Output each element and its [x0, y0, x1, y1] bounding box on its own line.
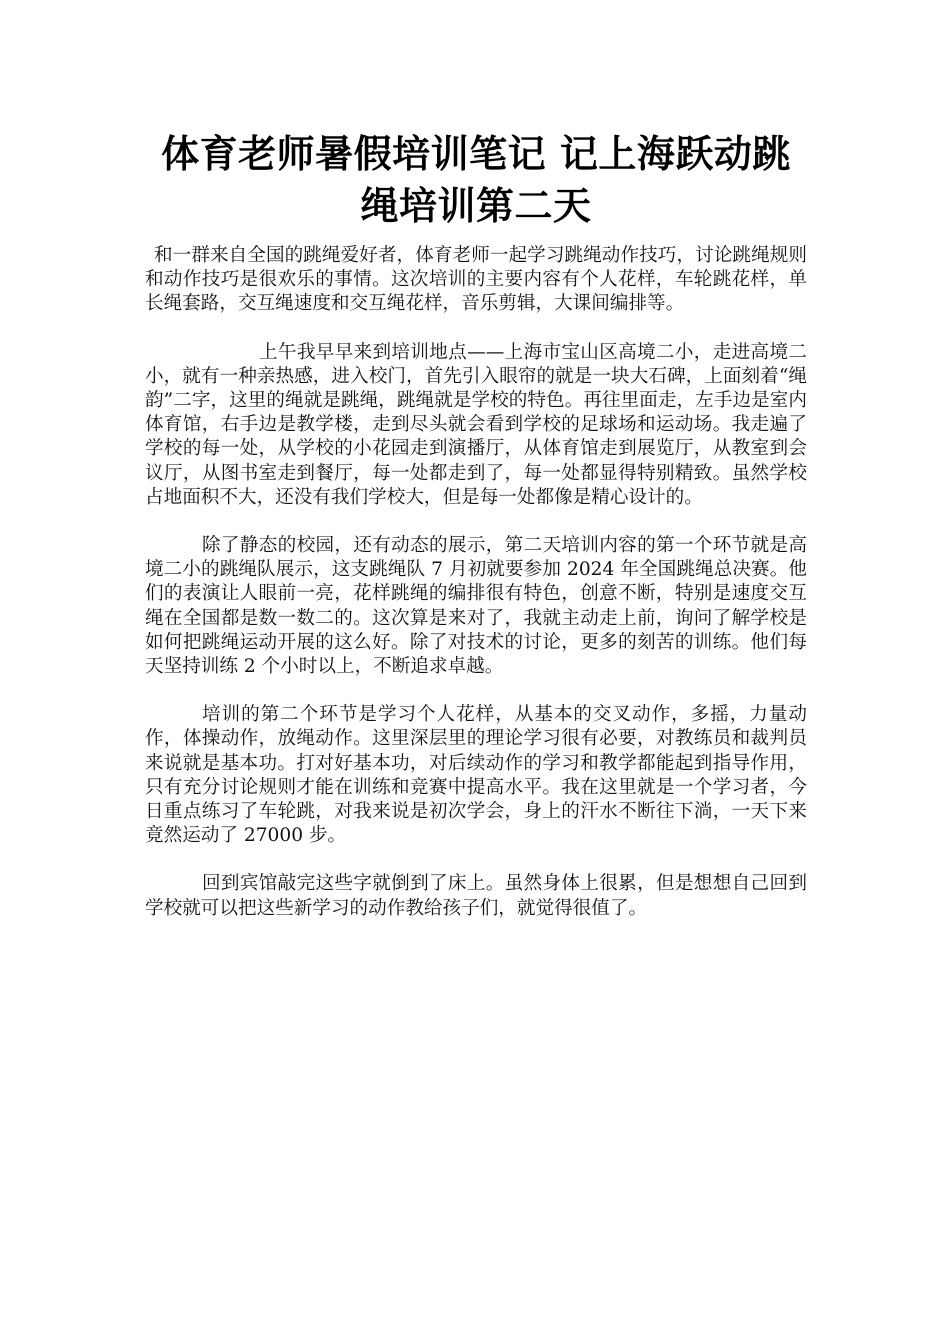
- paragraph-team-demo: 除了静态的校园，还有动态的展示，第二天培训内容的第一个环节就是高境二小的跳绳队展示，这支跳绳队 7 月初就要参加 2024 年全国跳绳总决赛。他们的表演让人眼前一亮，花样跳绳的编排很有特色，创意不断，特别是速度交互绳在全国都是数一数二的。这次算是来对了，我就主动走上前，询问了解学校是如何把跳绳运动开展的这么好。除了对技术的讨论，更多的刻苦的训练。他们每天坚持训练 2 个小时以上，不断追求卓越。: [145, 535, 807, 678]
- document-body: [145, 244, 807, 921]
- document-page: [145, 128, 807, 945]
- paragraph-conclusion: 回到宾馆敲完这些字就倒到了床上。虽然身体上很累，但是想想自己回到学校就可以把这些新学习的动作教给孩子们，就觉得很值了。: [145, 873, 807, 919]
- paragraph-individual-skills: 培训的第二个环节是学习个人花样，从基本的交叉动作，多摇，力量动作，体操动作，放绳动作。这里深层里的理论学习很有必要，对教练员和裁判员来说就是基本功。打对好基本功，对后续动作的学习和教学都能起到指导作用，只有充分讨论规则才能在训练和竞赛中提高水平。我在这里就是一个学习者，今日重点练习了车轮跳，对我来说是初次学会，身上的汗水不断往下淌，一天下来竟然运动了 27000 步。: [145, 704, 807, 847]
- paragraph-intro: 和一群来自全国的跳绳爱好者，体育老师一起学习跳绳动作技巧，讨论跳绳规则和动作技巧是很欢乐的事情。这次培训的主要内容有个人花样，车轮跳花样，单长绳套路，交互绳速度和交互绳花样，音乐剪辑，大课间编排等。: [145, 245, 807, 315]
- paragraph-morning-visit: 上午我早早来到培训地点——上海市宝山区高境二小，走进高境二小，就有一种亲热感，进入校门，首先引入眼帘的就是一块大石碑，上面刻着“绳韵”二字，这里的绳就是跳绳，跳绳就是学校的特色。再往里面走，左手边是室内体育馆，右手边是教学楼，走到尽头就会看到学校的足球场和运动场。我走遍了学校的每一处，从学校的小花园走到演播厅，从体育馆走到展览厅，从教室到会议厅，从图书室走到餐厅，每一处都走到了，每一处都显得特别精致。虽然学校占地面积不大，还没有我们学校大，但是每一处都像是精心设计的。: [145, 341, 807, 508]
- document-title: 体育老师暑假培训笔记 记上海跃动跳绳培训第二天: [161, 132, 791, 228]
